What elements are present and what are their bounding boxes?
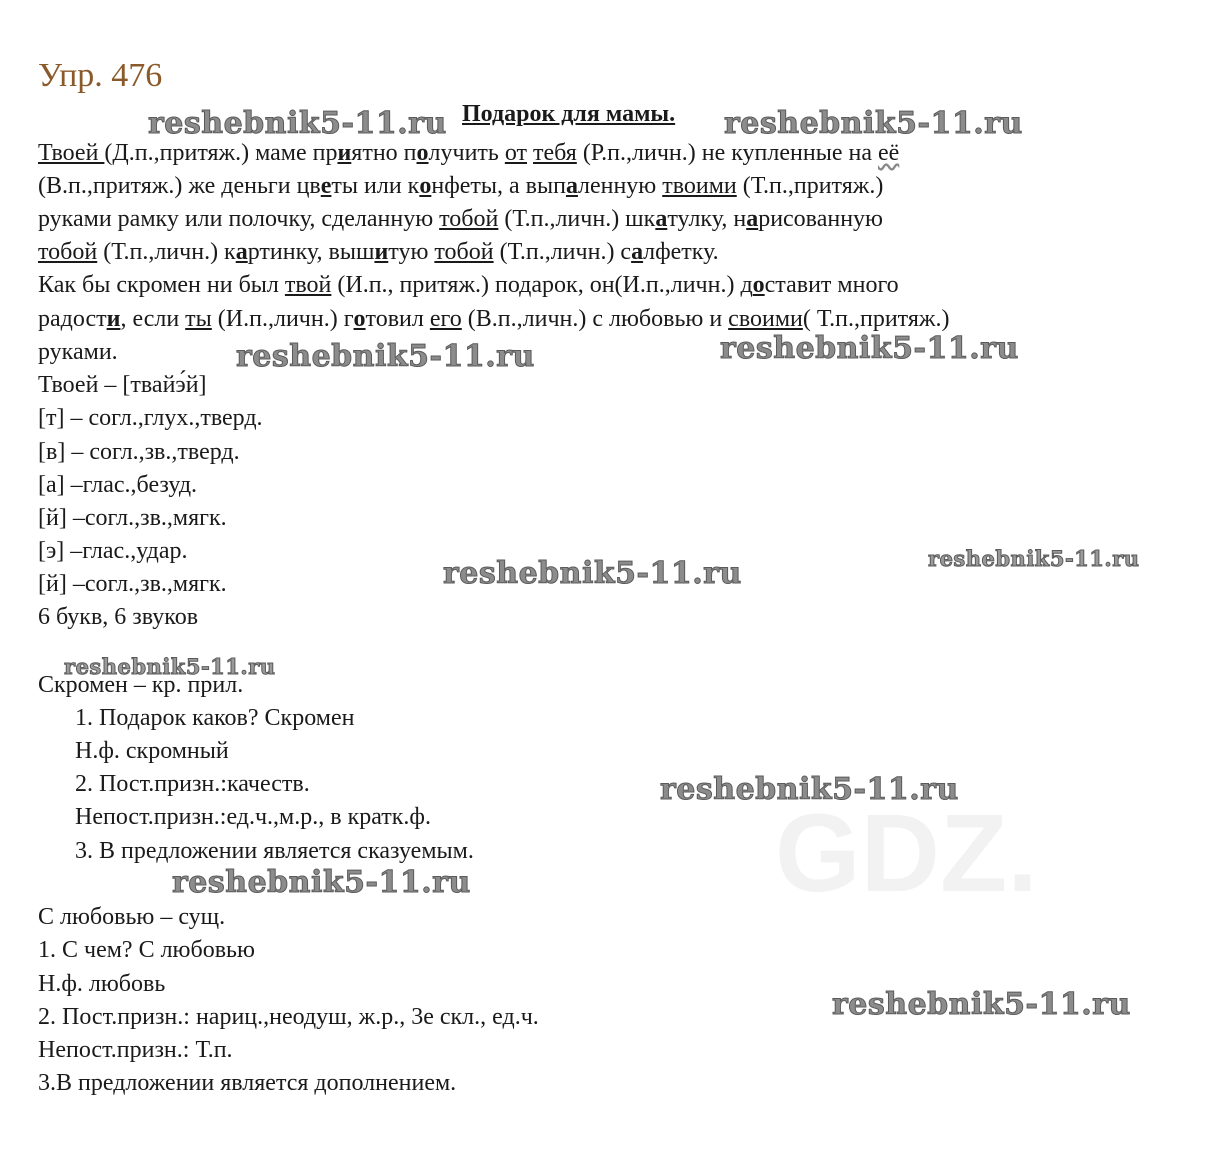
- stressed-vowel: а: [746, 206, 759, 232]
- watermark: reshebnik5-11.ru: [720, 331, 1019, 366]
- stressed-vowel: и: [337, 140, 352, 166]
- adjective-item: 3. В предложении является сказуемым.: [75, 838, 474, 864]
- phonetic-sound: [т] – согл.,глух.,тверд.: [38, 405, 263, 431]
- adjective-header: Скромен – кр. прил.: [38, 672, 244, 698]
- text-segment: радост: [38, 306, 107, 332]
- text-line-1: [38, 137, 899, 170]
- text-segment: (Д.п.,притяж.) маме пр: [104, 140, 338, 166]
- noun-item: Н.ф. любовь: [38, 971, 166, 997]
- watermark: reshebnik5-11.ru: [148, 106, 447, 141]
- text-segment: ставит много: [764, 272, 899, 298]
- text-line-7: руками.: [38, 339, 118, 365]
- text-segment: рисованную: [758, 206, 883, 232]
- stressed-vowel: о: [353, 306, 366, 332]
- stressed-vowel: а: [565, 173, 578, 199]
- adjective-item: 2. Пост.призн.:качеств.: [75, 771, 310, 797]
- text-segment: Как бы скромен ни был: [38, 272, 285, 298]
- text-line-5: [38, 269, 899, 302]
- text-segment: руками рамку или полочку, сделанную: [38, 206, 440, 232]
- watermark: reshebnik5-11.ru: [443, 556, 742, 591]
- stressed-vowel: о: [419, 173, 432, 199]
- word: тобой: [38, 239, 98, 265]
- phonetic-sound: [в] – согл.,зв.,тверд.: [38, 439, 240, 465]
- phonetic-sound: [й] –согл.,зв.,мягк.: [38, 505, 227, 531]
- phonetic-header: Твоей – [твайэ́й]: [38, 372, 207, 398]
- watermark: reshebnik5-11.ru: [928, 546, 1140, 571]
- phonetic-summary: 6 букв, 6 звуков: [38, 604, 199, 630]
- word: твоими: [662, 173, 737, 199]
- word: твой: [284, 272, 332, 298]
- noun-item: 3.В предложении является дополнением.: [38, 1070, 457, 1096]
- text-line-3: [38, 203, 883, 236]
- watermark: reshebnik5-11.ru: [236, 339, 535, 374]
- noun-item: 2. Пост.призн.: нариц.,неодуш, ж.р., 3е скл., ед.ч.: [38, 1004, 539, 1030]
- exercise-title: Упр. 476: [38, 57, 163, 94]
- text-segment: лфетку.: [643, 239, 719, 265]
- text-segment: (Т.п.,личн.) с: [493, 239, 632, 265]
- text-segment: , если: [120, 306, 186, 332]
- word: тебя: [533, 140, 577, 166]
- adjective-item: Н.ф. скромный: [75, 738, 229, 764]
- stressed-vowel: о: [752, 272, 765, 298]
- watermark: reshebnik5-11.ru: [832, 987, 1131, 1022]
- watermark: reshebnik5-11.ru: [64, 654, 276, 679]
- word: его: [429, 306, 462, 332]
- text-segment: (Т.п.,притяж.): [736, 173, 884, 199]
- text-segment: (В.п.,притяж.) же деньги цв: [38, 173, 321, 199]
- text-segment: тую: [388, 239, 435, 265]
- stressed-vowel: е: [320, 173, 332, 199]
- text-segment: (Р.п.,личн.) не купленные на: [576, 140, 878, 166]
- watermark: reshebnik5-11.ru: [660, 772, 959, 807]
- text-line-2: [38, 170, 883, 203]
- text-segment: (Т.п.,личн.) шк: [498, 206, 656, 232]
- word: её: [877, 140, 900, 166]
- stressed-vowel: а: [235, 239, 248, 265]
- text-segment: (И.п.,личн.) г: [211, 306, 354, 332]
- text-segment: ленную: [577, 173, 663, 199]
- word: Твоей: [38, 140, 105, 166]
- word: ты: [185, 306, 212, 332]
- text-segment: ртинку, выш: [247, 239, 375, 265]
- phonetic-sound: [й] –согл.,зв.,мягк.: [38, 571, 227, 597]
- noun-header: С любовью – сущ.: [38, 904, 226, 930]
- word: от: [504, 140, 528, 166]
- noun-item: Непост.призн.: Т.п.: [38, 1037, 233, 1063]
- stressed-vowel: и: [374, 239, 389, 265]
- word: своими: [728, 306, 803, 332]
- text-segment: ( Т.п.,притяж.): [802, 306, 950, 332]
- phonetic-sound: [а] –глас.,безуд.: [38, 472, 198, 498]
- text-segment: ятно п: [351, 140, 417, 166]
- word: тобой: [434, 239, 494, 265]
- stressed-vowel: и: [106, 306, 121, 332]
- adjective-item: Непост.призн.:ед.ч.,м.р., в кратк.ф.: [75, 804, 431, 830]
- text-segment: нфеты, а вып: [431, 173, 566, 199]
- text-segment: (Т.п.,личн.) к: [97, 239, 236, 265]
- noun-item: 1. С чем? С любовью: [38, 937, 255, 963]
- text-segment: (И.п., притяж.) подарок, он(И.п.,личн.) д: [331, 272, 753, 298]
- text-segment: товил: [365, 306, 430, 332]
- text-segment: лучить: [428, 140, 505, 166]
- stressed-vowel: а: [655, 206, 668, 232]
- watermark: reshebnik5-11.ru: [724, 106, 1023, 141]
- word: тобой: [439, 206, 499, 232]
- watermark: reshebnik5-11.ru: [172, 865, 471, 900]
- phonetic-sound: [э] –глас.,удар.: [38, 538, 188, 564]
- stressed-vowel: а: [631, 239, 644, 265]
- stressed-vowel: о: [416, 140, 429, 166]
- text-line-4: [38, 236, 719, 269]
- text-segment: тулку, н: [667, 206, 747, 232]
- adjective-item: 1. Подарок каков? Скромен: [75, 705, 355, 731]
- document-heading: Подарок для мамы.: [462, 101, 676, 127]
- text-segment: ты или к: [331, 173, 420, 199]
- faint-watermark: GDZ.: [775, 792, 1038, 915]
- text-segment: (В.п.,личн.) с любовью и: [461, 306, 729, 332]
